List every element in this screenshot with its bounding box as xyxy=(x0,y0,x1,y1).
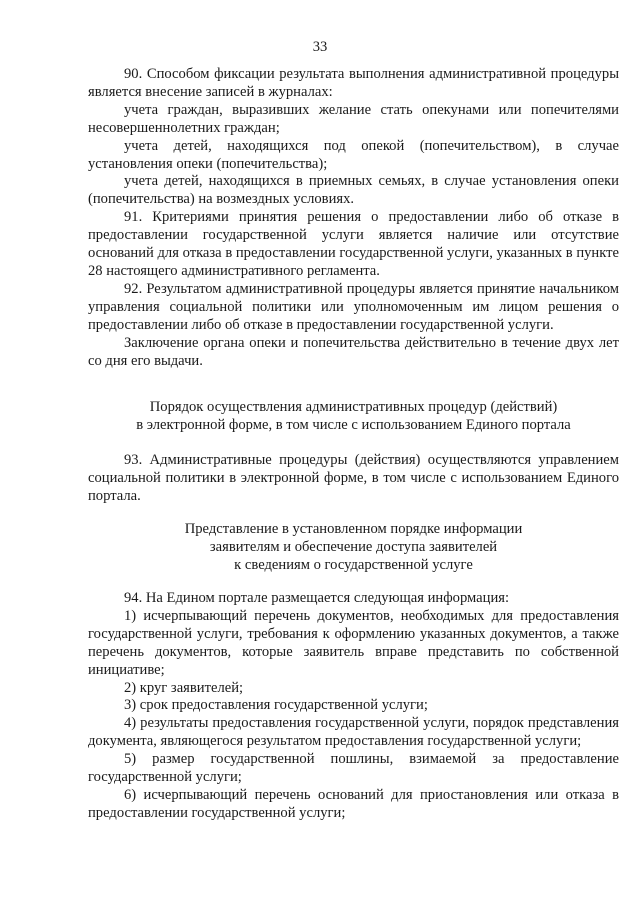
heading-line: Порядок осуществления административных процедур (действий) xyxy=(149,399,558,415)
paragraph-94: 94. На Едином портале размещается следующая информация: xyxy=(124,590,510,606)
section-results-fixation xyxy=(88,66,619,370)
paragraph-90-item-1: учета граждан, выразивших желание стать опекунами или попечителями несовершеннолетних граждан; xyxy=(88,101,619,136)
paragraph-93: 93. Административные процедуры (действия) осуществляются управлением социальной политики в электронной форме, в том числе с использованием Единого портала. xyxy=(88,452,619,504)
paragraph-90-item-3: учета детей, находящихся в приемных семьях, в случае установления опеки (попечительства) на возмездных условиях. xyxy=(88,173,619,208)
list-item: 6) исчерпывающий перечень оснований для приостановления или отказа в предоставлении государственной услуги; xyxy=(88,786,619,821)
paragraph-90-item-2: учета детей, находящихся под опекой (попечительством), в случае установления опеки (попечительства); xyxy=(88,137,619,172)
list-item: 4) результаты предоставления государственной услуги, порядок представления документа, являющегося результатом предоставления государственной услуги; xyxy=(88,715,619,750)
list-item: 2) круг заявителей; xyxy=(124,679,244,696)
section-heading-information xyxy=(88,521,619,575)
heading-line: в электронной форме, в том числе с использованием Единого портала xyxy=(136,416,571,433)
list-item: 1) исчерпывающий перечень документов, необходимых для предоставления государственной услуги, требования к оформлению указанных документов, а также перечень документов, которые заявитель вправе представить по собственной инициативе; xyxy=(88,607,619,678)
section-heading-electronic xyxy=(88,399,619,435)
section-electronic-procedures xyxy=(88,452,619,506)
list-item: 3) срок предоставления государственной услуги; xyxy=(124,697,428,714)
heading-line: к сведениям о государственной услуге xyxy=(234,556,473,573)
page-number: 33 xyxy=(312,39,328,55)
paragraph-92: 92. Результатом административной процедуры является принятие начальником управления социальной политики или уполномоченным им лицом решения о предоставлении либо об отказе в предоставлении государственной услуги. xyxy=(88,280,619,333)
section-portal-information xyxy=(88,590,619,823)
paragraph-90: 90. Способом фиксации результата выполнения административной процедуры является внесение записей в журналах: xyxy=(88,66,619,100)
heading-line: заявителям и обеспечение доступа заявителей xyxy=(209,538,498,555)
paragraph-conclusion: Заключение органа опеки и попечительства действительно в течение двух лет со дня его выдачи. xyxy=(88,334,619,369)
paragraph-91: 91. Критериями принятия решения о предоставлении либо об отказе в предоставлении государственной услуги является наличие или отсутствие оснований для отказа в предоставлении государственной услуги, указанных в пункте 28 настоящего административного регламента. xyxy=(88,209,619,279)
heading-line: Представление в установленном порядке информации xyxy=(184,521,523,537)
list-item: 5) размер государственной пошлины, взимаемой за предоставление государственной услуги; xyxy=(88,751,619,786)
